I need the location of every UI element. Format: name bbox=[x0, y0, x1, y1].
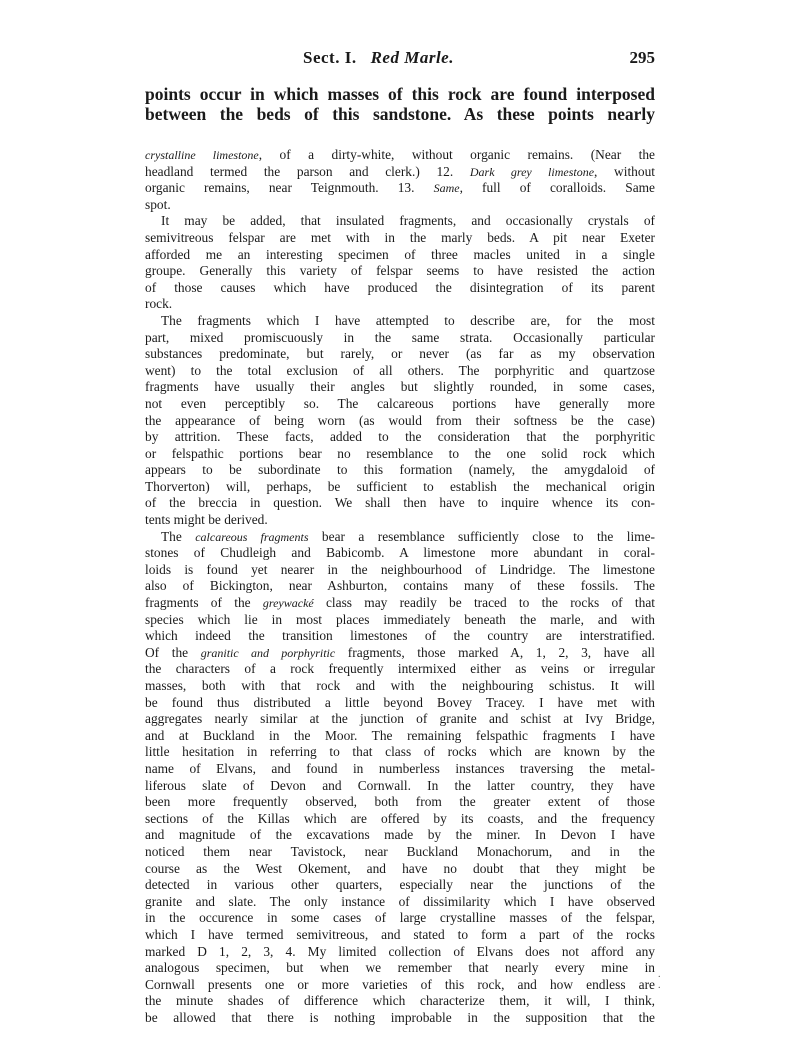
footnote-line bbox=[145, 612, 655, 629]
text-run: The bbox=[161, 528, 196, 544]
text-run: of the breccia in question. We shall then have to inquire whence its con- bbox=[145, 495, 655, 511]
footnote bbox=[145, 147, 655, 1026]
footnote-line bbox=[145, 247, 655, 264]
footnote-line bbox=[145, 794, 655, 811]
text-run: be found thus distributed a little beyond Bovey Tracey. I have met with bbox=[145, 694, 655, 710]
text-run: Of the bbox=[145, 644, 201, 660]
text-run: been more frequently observed, both from the greater extent of those bbox=[145, 794, 655, 810]
footnote-line bbox=[145, 628, 655, 645]
footnote-line bbox=[145, 495, 655, 512]
text-run: fragments of the bbox=[145, 595, 263, 611]
footnote-line bbox=[145, 844, 655, 861]
footnote-line bbox=[145, 330, 655, 347]
text-run: by attrition. These facts, added to the consideration that the porphyritic bbox=[145, 429, 655, 445]
footnote-line bbox=[145, 877, 655, 894]
footnote-line bbox=[145, 711, 655, 728]
italic-term: crystalline limestone bbox=[145, 148, 259, 162]
footnote-line bbox=[145, 778, 655, 795]
text-run: semivitreous felspar are met with in the marly beds. A pit near Exeter bbox=[145, 229, 655, 245]
footnote-line bbox=[145, 462, 655, 479]
main-text-line: points occur in which masses of this rock are found interposed bbox=[145, 84, 655, 104]
footnote-line bbox=[145, 413, 655, 430]
footnote-line bbox=[145, 661, 655, 678]
footnote-line bbox=[145, 280, 655, 297]
text-run: and at Buckland in the Moor. The remaining felspathic fragments I have bbox=[145, 727, 655, 743]
text-run: which indeed the transition limestones of the country are interstratified. bbox=[145, 628, 655, 644]
text-run: not even perceptibly so. The calcareous portions have generally more bbox=[145, 395, 655, 411]
footnote-line bbox=[145, 147, 655, 164]
footnote-line bbox=[145, 230, 655, 247]
footnote-line bbox=[145, 164, 655, 181]
text-run: masses, both with that rock and with the neighbouring schistus. It will bbox=[145, 678, 655, 693]
footnote-line bbox=[145, 960, 655, 977]
footnote-line bbox=[145, 429, 655, 446]
italic-term: granitic and porphyritic bbox=[200, 645, 336, 660]
stray-marks: . . bbox=[658, 969, 667, 991]
footnote-line bbox=[145, 744, 655, 761]
text-run: granite and slate. The only instance of dissimilarity which I have observed bbox=[145, 893, 655, 909]
footnote-line bbox=[145, 944, 655, 961]
text-run: be allowed that there is nothing improbable in the supposition that the bbox=[145, 1009, 655, 1025]
main-text bbox=[145, 84, 655, 124]
text-run: little hesitation in referring to that class of rocks which are known by the bbox=[145, 744, 655, 760]
text-run: organic remains, near Teignmouth. 13. bbox=[145, 180, 434, 196]
text-run: went) to the total exclusion of all others. The porphyritic and quartzose bbox=[145, 362, 655, 378]
footnote-line bbox=[145, 562, 655, 579]
text-run: bear a resemblance sufficiently close to the lime- bbox=[308, 528, 655, 544]
text-run: fragments, those marked A, 1, 2, 3, have all bbox=[335, 644, 655, 660]
footnote-line bbox=[145, 811, 655, 828]
text-run: also of Bickington, near Ashburton, contains many of these fossils. The bbox=[145, 578, 655, 594]
text-run: , full of coralloids. Same bbox=[459, 180, 655, 196]
text-run: substances predominate, but rarely, or never (as far as my observation bbox=[145, 346, 655, 362]
footnote-line bbox=[145, 678, 655, 695]
footnote-line bbox=[145, 910, 655, 927]
footnote-line bbox=[145, 993, 655, 1010]
footnote-line bbox=[145, 595, 655, 612]
footnote-line bbox=[145, 545, 655, 562]
footnote-line bbox=[145, 479, 655, 496]
section-title: Red Marle. bbox=[370, 48, 454, 67]
text-run: the appearance of being worn (as would from their softness be the case) bbox=[145, 412, 655, 428]
text-run: rock. bbox=[145, 296, 173, 312]
text-run: headland termed the parson and clerk.) 12. bbox=[145, 163, 470, 179]
text-run: tents might be derived. bbox=[145, 512, 268, 528]
text-run: or felspathic portions bear no resemblance to the one solid rock which bbox=[145, 445, 655, 461]
text-run: noticed them near Tavistock, near Buckland Monachorum, and in the bbox=[145, 843, 655, 859]
text-run: detected in various other quarters, especially near the junctions of the bbox=[145, 877, 655, 893]
text-run: the minute shades of difference which characterize them, it will, I think, bbox=[145, 993, 655, 1009]
footnote-line bbox=[145, 728, 655, 745]
footnote-line bbox=[145, 695, 655, 712]
text-run: loids is found yet nearer in the neighbourhood of Lindridge. The limestone bbox=[145, 561, 655, 577]
text-run: species which lie in most places immediately beneath the marle, and with bbox=[145, 611, 655, 627]
main-text-line: between the beds of this sandstone. As these points nearly bbox=[145, 104, 655, 124]
text-run: aggregates nearly similar at the junction of granite and schist at Ivy Bridge, bbox=[145, 711, 655, 727]
text-run: , without bbox=[594, 163, 655, 179]
section-heading bbox=[303, 48, 454, 68]
text-run: part, mixed promiscuously in the same strata. Occasionally particular bbox=[145, 329, 655, 345]
text-run: fragments have usually their angles but slightly rounded, in some cases, bbox=[145, 379, 655, 395]
italic-term: greywacké bbox=[262, 596, 314, 611]
text-run: , of a dirty-white, without organic remains. (Near the bbox=[258, 147, 655, 162]
footnote-line bbox=[145, 197, 655, 214]
footnote-line bbox=[145, 512, 655, 529]
text-run: sections of the Killas which are offered by its coasts, and the frequency bbox=[145, 810, 655, 826]
footnote-line bbox=[145, 578, 655, 595]
footnote-line bbox=[145, 363, 655, 380]
footnote-line bbox=[145, 263, 655, 280]
footnote-line bbox=[145, 529, 655, 546]
footnote-line bbox=[145, 296, 655, 313]
footnote-line bbox=[145, 379, 655, 396]
page-number: 295 bbox=[629, 48, 655, 67]
footnote-line bbox=[145, 894, 655, 911]
section-label: Sect. I. bbox=[303, 48, 357, 67]
text-run: The fragments which I have attempted to describe are, for the most bbox=[161, 312, 655, 328]
text-run: name of Elvans, and found in numberless instances traversing the metal- bbox=[145, 760, 655, 776]
footnote-line bbox=[145, 396, 655, 413]
footnote-line bbox=[145, 313, 655, 330]
italic-term: Dark grey limestone bbox=[469, 164, 595, 179]
footnote-line bbox=[145, 977, 655, 994]
footnote-line bbox=[145, 346, 655, 363]
text-run: marked D 1, 2, 3, 4. My limited collection of Elvans does not afford any bbox=[145, 943, 655, 959]
footnote-line bbox=[145, 446, 655, 463]
text-run: groupe. Generally this variety of felspar seems to have resisted the action bbox=[145, 263, 655, 279]
footnote-line bbox=[145, 761, 655, 778]
text-run: the characters of a rock frequently intermixed either as veins or irregular bbox=[145, 661, 655, 677]
text-run: afforded me an interesting specimen of three macles united in a single bbox=[145, 246, 655, 262]
text-run: course as the West Okement, and have no doubt that they might be bbox=[145, 860, 655, 876]
text-run: which I have termed semivitreous, and stated to form a part of the rocks bbox=[145, 926, 655, 942]
footnote-line bbox=[145, 213, 655, 230]
text-run: analogous specimen, but when we remember that nearly every mine in bbox=[145, 960, 655, 976]
italic-term: Same bbox=[433, 181, 460, 196]
text-run: in the occurence in some cases of large crystalline masses of the felspar, bbox=[145, 910, 655, 926]
text-run: and magnitude of the excavations made by the miner. In Devon I have bbox=[145, 827, 655, 843]
text-run: Thorverton) will, perhaps, be sufficient to establish the mechanical origin bbox=[145, 478, 655, 494]
text-run: class may readily be traced to the rocks of that bbox=[313, 595, 655, 611]
footnote-line bbox=[145, 861, 655, 878]
text-run: Cornwall presents one or more varieties of this rock, and how endless are bbox=[145, 976, 655, 992]
text-run: stones of Chudleigh and Babicomb. A limestone more abundant in coral- bbox=[145, 545, 655, 561]
footnote-line bbox=[145, 827, 655, 844]
text-run: of those causes which have produced the disintegration of its parent bbox=[145, 279, 655, 295]
footnote-line bbox=[145, 645, 655, 662]
footnote-line bbox=[145, 927, 655, 944]
footnote-line bbox=[145, 1010, 655, 1027]
text-run: It may be added, that insulated fragments, and occasionally crystals of bbox=[161, 213, 655, 229]
italic-term: calcareous fragments bbox=[195, 529, 309, 544]
footnote-line bbox=[145, 180, 655, 197]
text-run: spot. bbox=[145, 196, 171, 212]
text-run: appears to be subordinate to this formation (namely, the amygdaloid of bbox=[145, 462, 655, 478]
text-run: liferous slate of Devon and Cornwall. In the latter country, they have bbox=[145, 777, 655, 793]
running-head bbox=[145, 48, 655, 72]
